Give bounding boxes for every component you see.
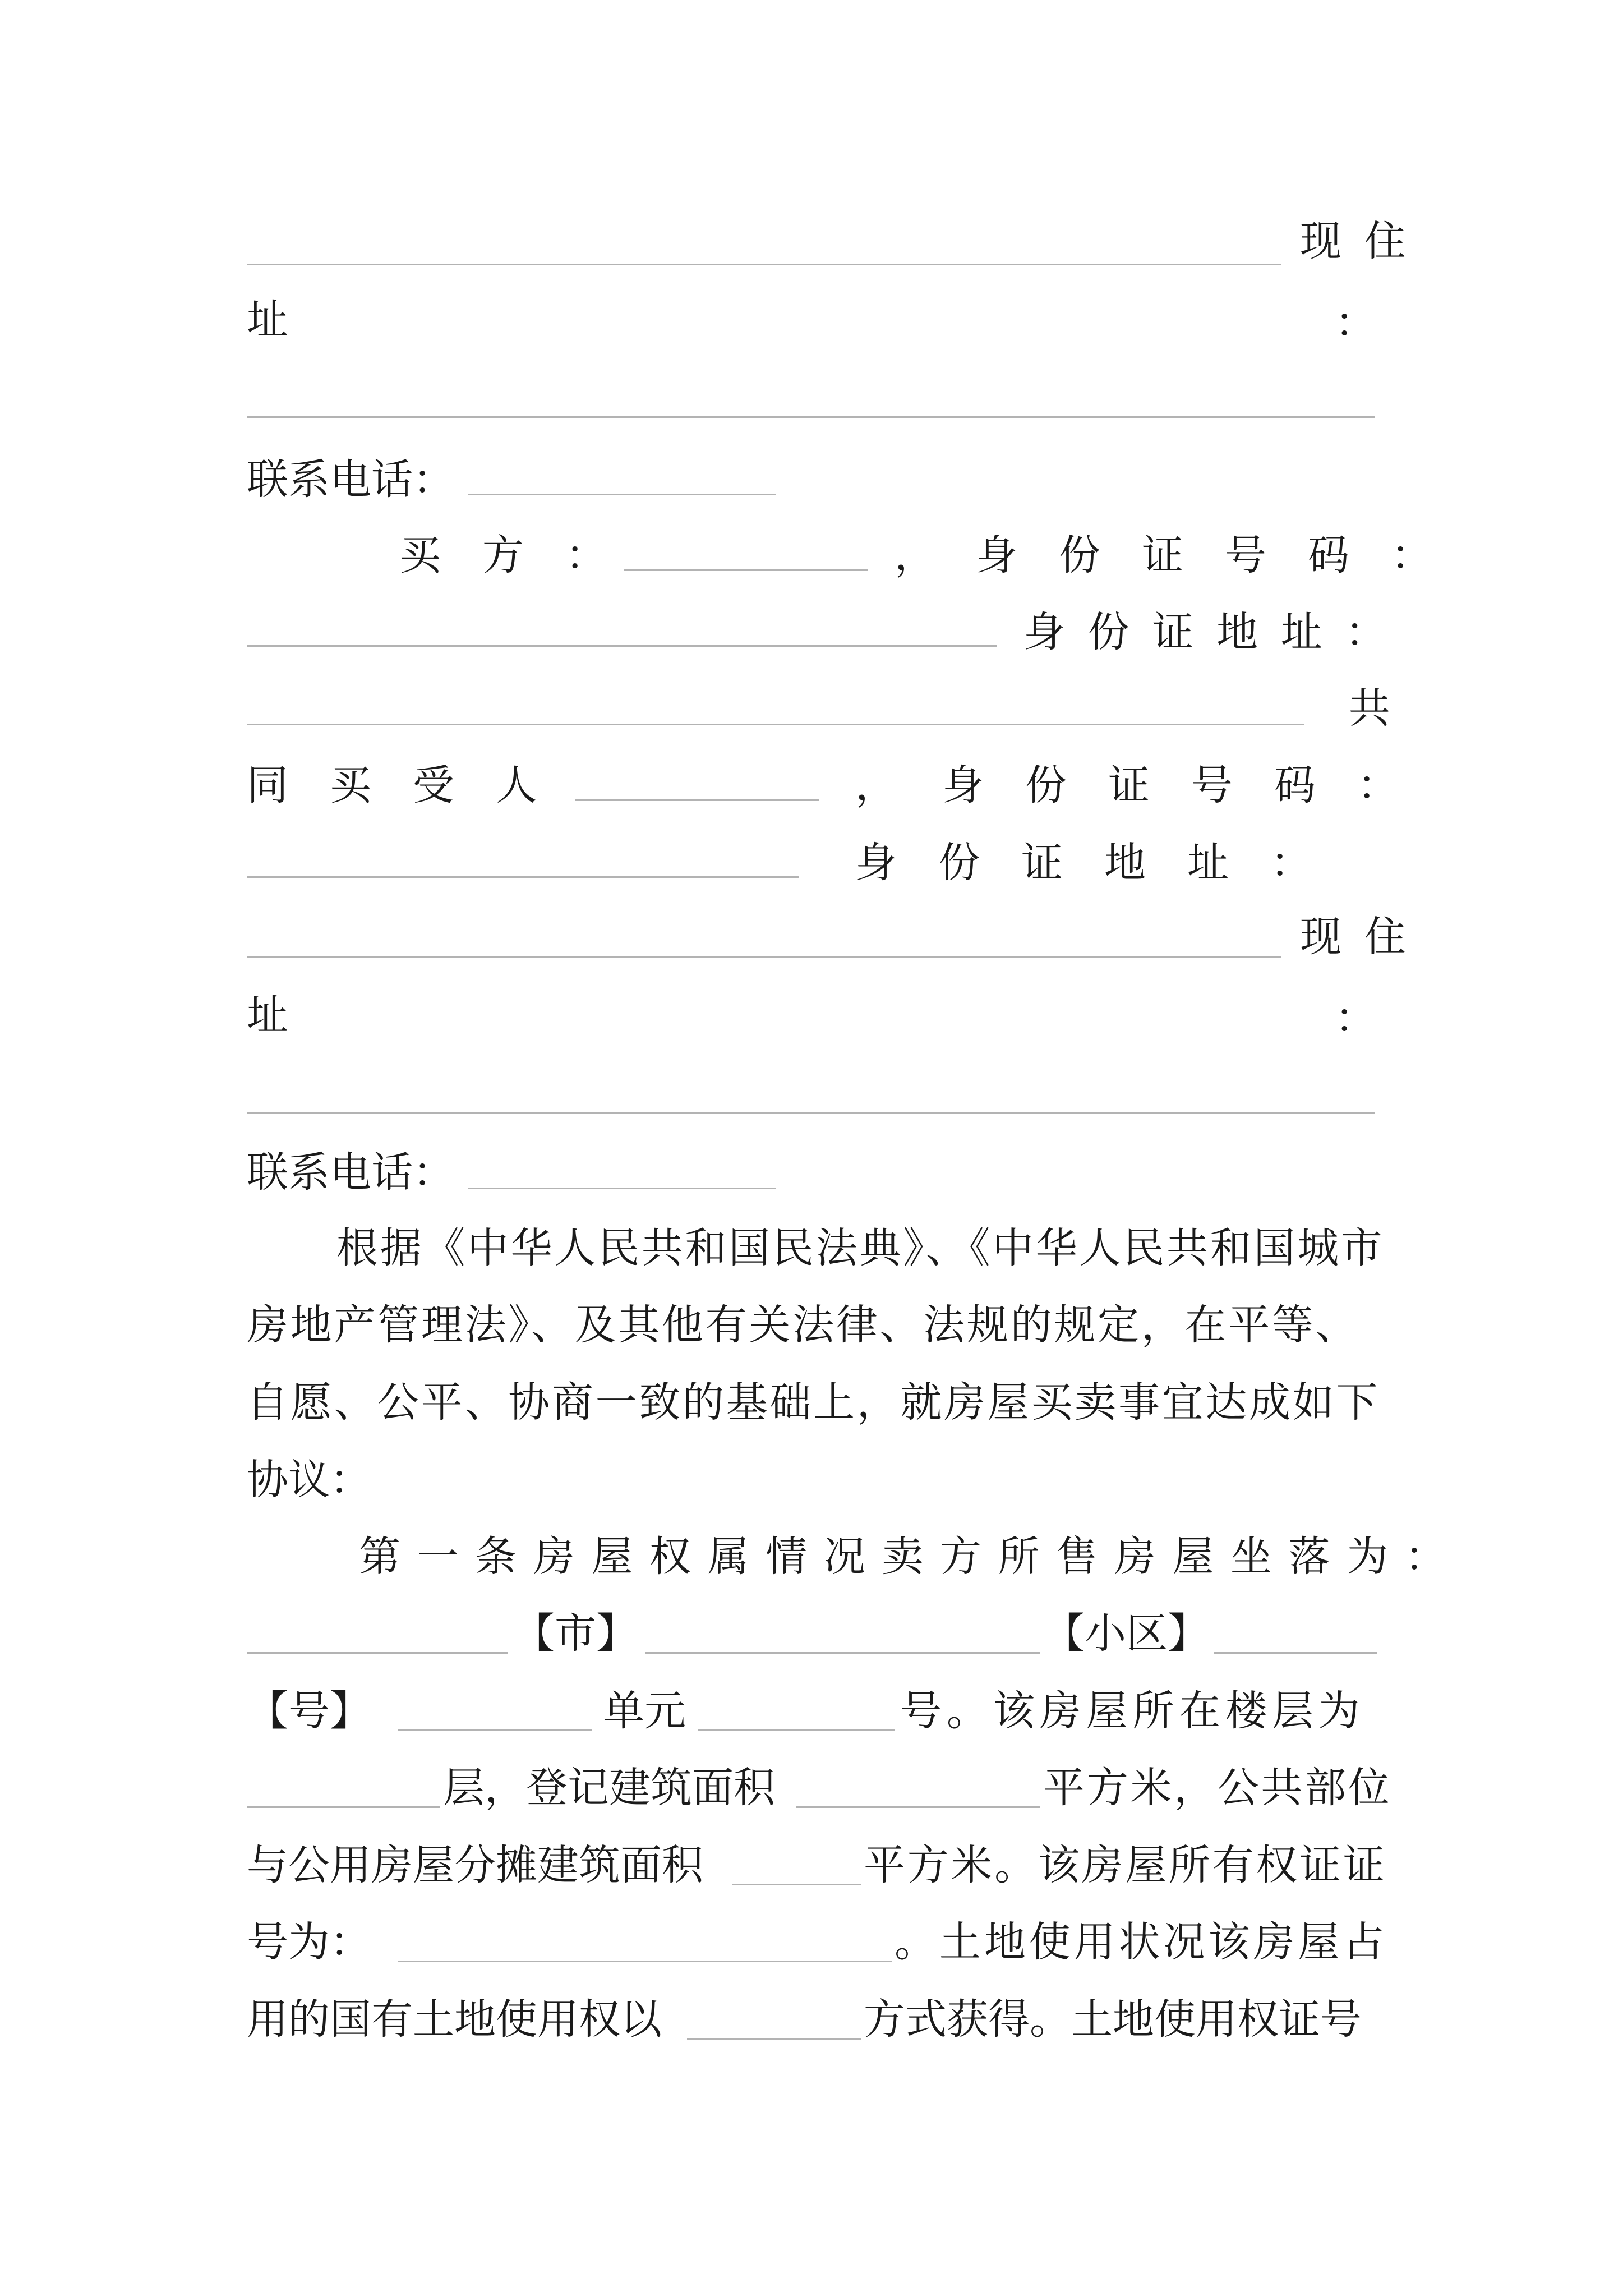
shared-area-text: 与公用房屋分摊建筑面积 [247,1841,703,1889]
land-use-text: 用的国有土地使用权以 [247,1995,662,2044]
preamble-line-3: 自愿、公平、协商一致的基础上，就房屋买卖事宜达成如下 [247,1378,1380,1427]
seller-phone-blank[interactable] [468,494,776,495]
seller-id-address-blank[interactable] [247,264,1281,265]
cert-number-blank[interactable] [398,1961,892,1962]
number-label: 【号】 [247,1687,371,1735]
preamble-line-4: 协议： [247,1456,371,1504]
building-area-blank[interactable] [796,1806,1040,1808]
buyer-id-address-blank[interactable] [247,724,1304,725]
seller-current-address-blank[interactable] [247,416,1375,418]
sqm-public-text: 平方米，公共部位 [1043,1764,1392,1812]
shared-area-blank[interactable] [732,1884,861,1885]
land-status-text: 。土地使用状况该房屋占 [895,1918,1388,1966]
co-buyer-current-address-blank[interactable] [247,1112,1375,1114]
community-blank[interactable] [1214,1652,1377,1654]
preamble-line-1: 根据《中华人民共和国民法典》、《中华人民共和国城市 [336,1224,1385,1272]
co-buyer-id-address-label: 身份证地址： [855,839,1353,887]
room-floor-text: 号。该房屋所在楼层为 [900,1687,1365,1735]
article-1-heading: 第一条房屋权属情况卖方所售房屋坐落为： [359,1533,1463,1581]
co-buyer-label: 共 [1349,684,1390,733]
buyer-phone-blank[interactable] [468,1188,776,1189]
land-cert-text: 方式获得。土地使用权证号 [864,1995,1362,2044]
co-buyer-name-blank[interactable] [575,799,819,801]
land-acquisition-blank[interactable] [687,2038,861,2040]
seller-colon: ： [1335,298,1376,347]
co-buyer-id-number-label: 身份证号码： [942,761,1440,809]
city-blank[interactable] [247,1652,508,1654]
city-label: 【市】 [513,1609,638,1658]
co-buyer-id-address-blank[interactable] [247,956,1281,958]
seller-current-address-label-cont: 址 [247,296,288,344]
floor-area-text: 层，登记建筑面积 [443,1764,775,1812]
building-number-blank[interactable] [398,1729,592,1731]
preamble-line-2: 房地产管理法》、及其他有关法律、法规的规定，在平等、 [247,1301,1359,1349]
unit-label: 单元 [603,1687,686,1735]
floor-blank[interactable] [247,1806,440,1808]
buyer-phone-label: 联系电话： [247,1148,454,1197]
seller-phone-label: 联系电话： [247,455,454,504]
unit-number-blank[interactable] [698,1729,895,1731]
buyer-label: 买方： [399,531,648,579]
seller-current-address-label: 现住 [1300,217,1429,265]
co-buyer-colon: ： [1335,994,1376,1042]
co-buyer-comma: ， [855,761,897,809]
buyer-comma: ， [895,531,936,579]
buyer-id-address-label: 身份证地址： [1023,608,1410,656]
cert-number-label: 号为： [247,1918,371,1966]
co-buyer-current-address-label: 现住 [1300,913,1429,961]
buyer-name-blank[interactable] [624,569,868,571]
co-buyer-id-number-blank[interactable] [247,876,799,878]
district-blank[interactable] [645,1652,1040,1654]
co-buyer-current-address-label-cont: 址 [247,991,288,1039]
buyer-id-number-label: 身份证号码： [976,531,1474,579]
sqm-cert-text: 平方米。该房屋所有权证证 [864,1841,1387,1889]
buyer-id-number-blank[interactable] [247,645,997,647]
co-buyer-label-cont: 同买受人 [247,761,579,809]
community-label: 【小区】 [1043,1609,1209,1658]
